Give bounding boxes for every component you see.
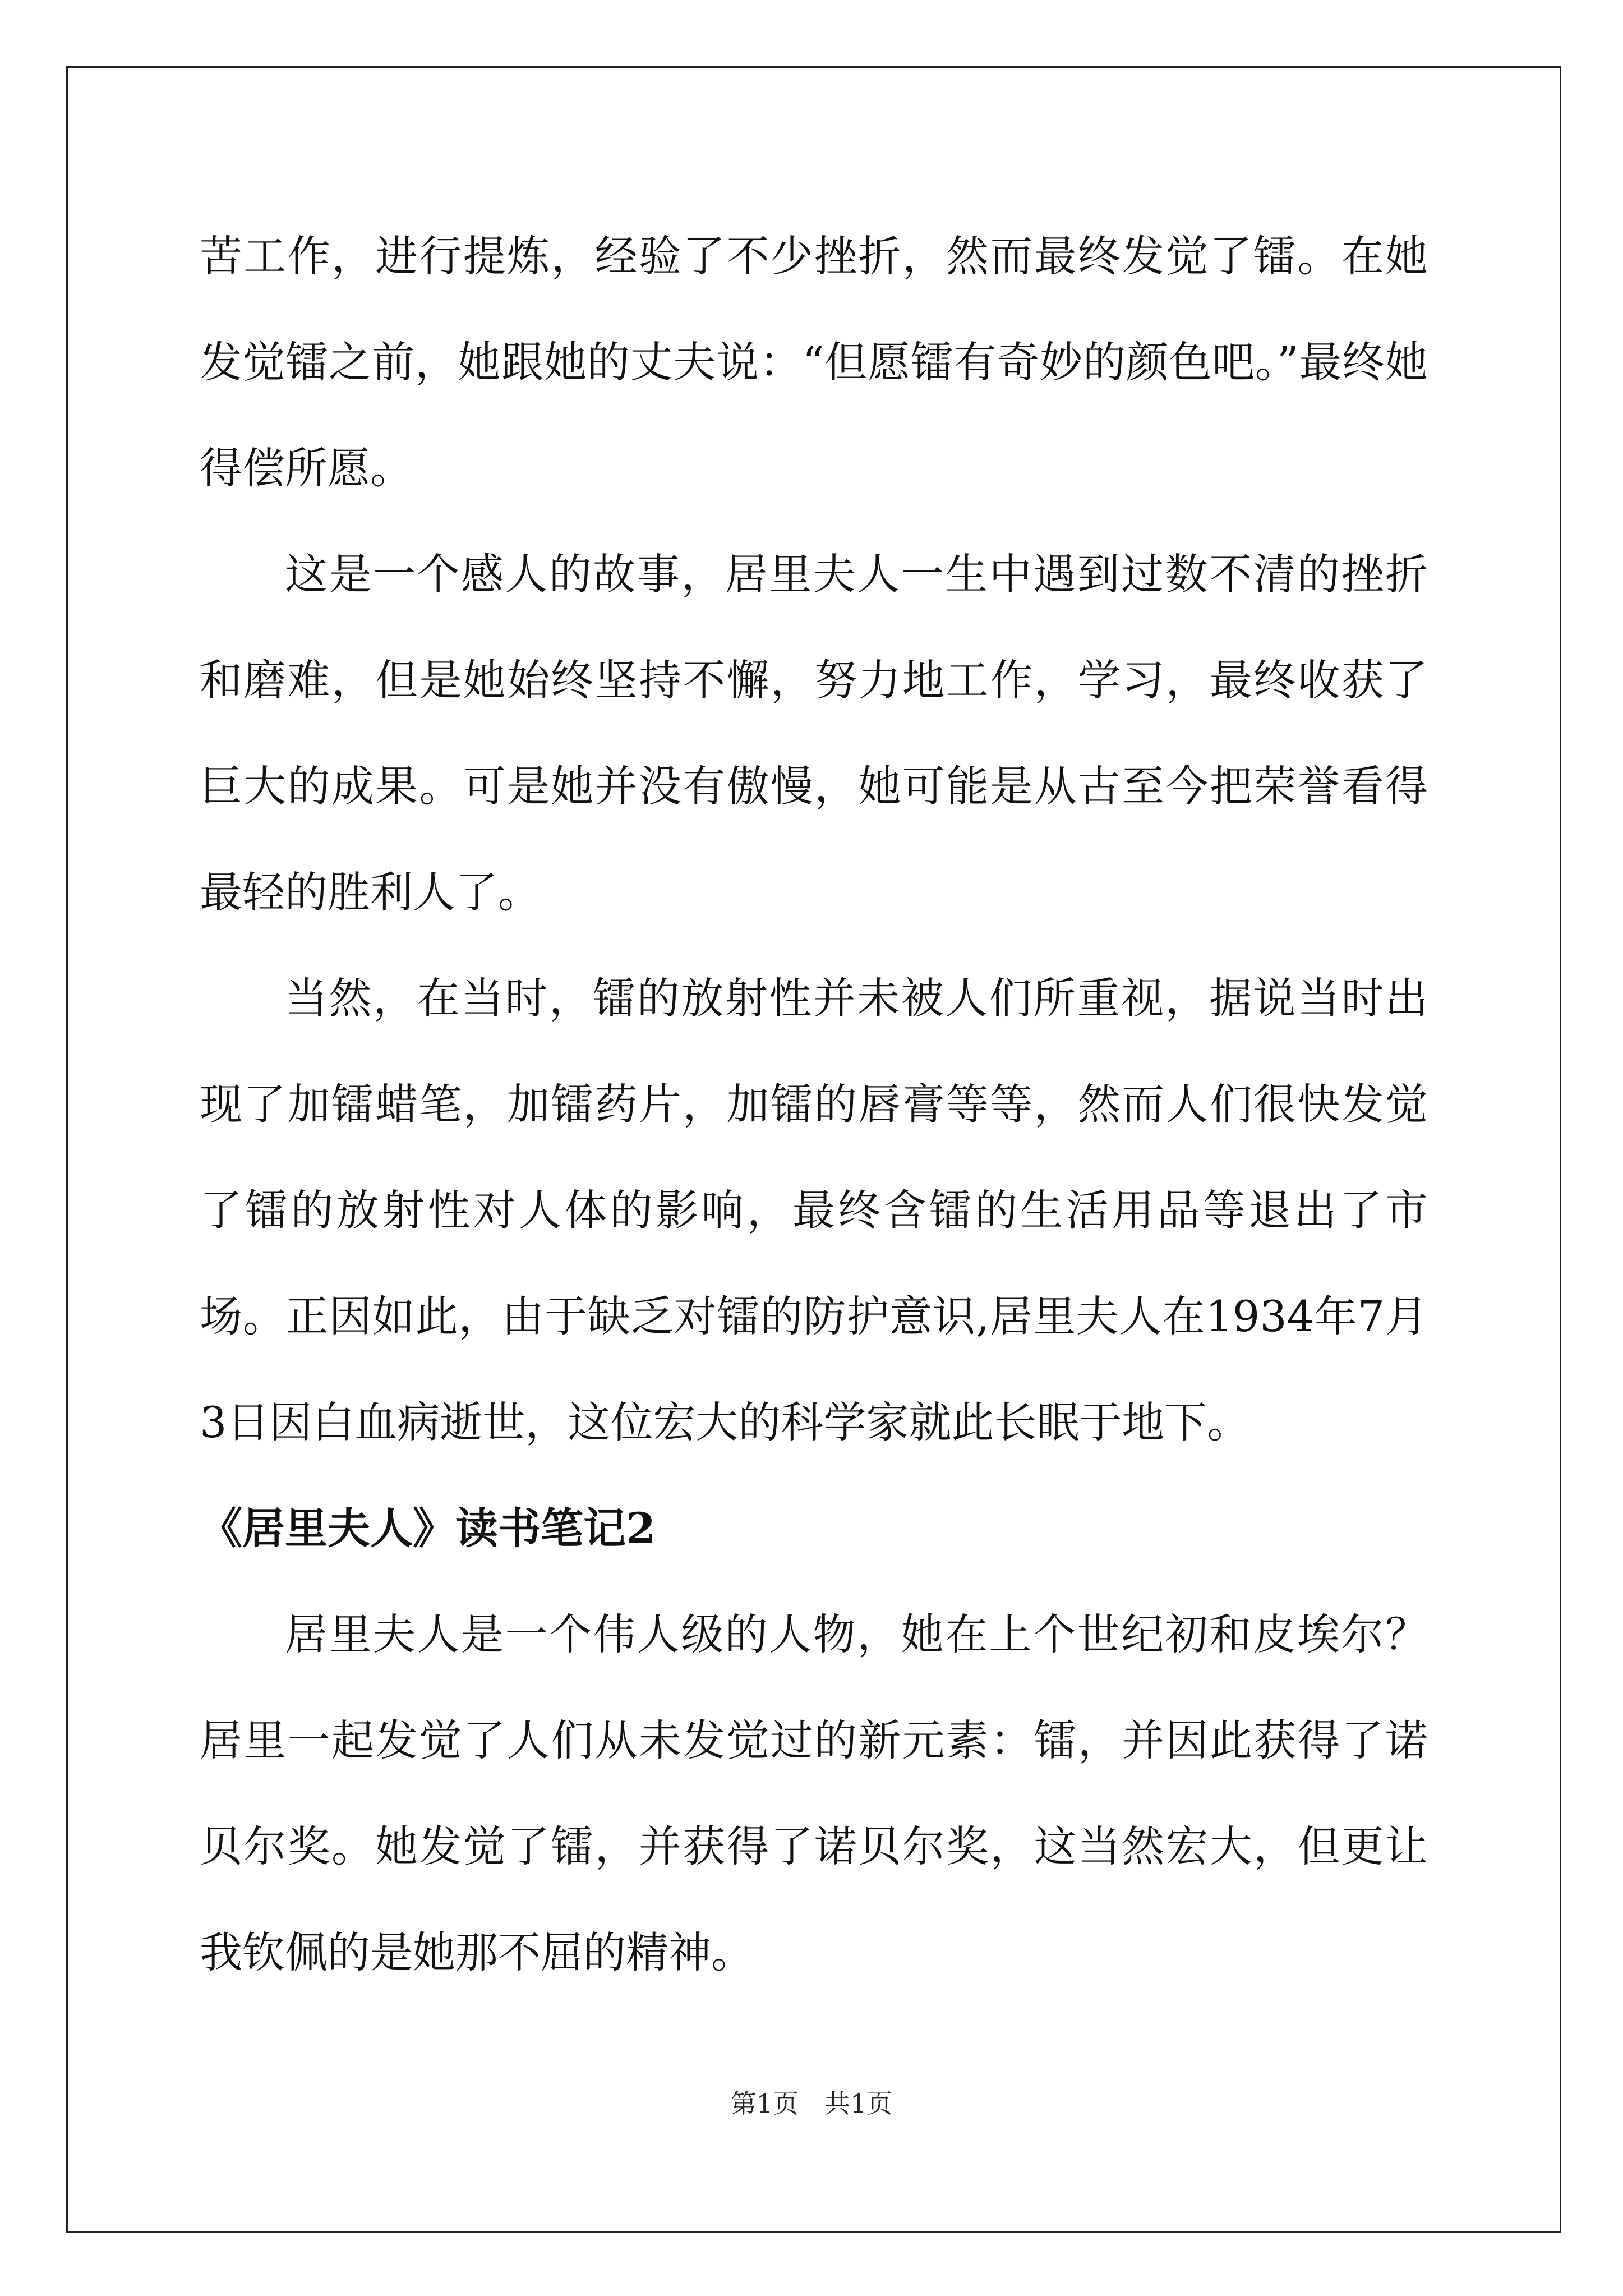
paragraph-section-intro: 居里夫人是一个伟人级的人物，她在上个世纪初和皮埃尔？居里一起发觉了人们从未发觉过的新元素：镭，并因此获得了诺贝尔奖。她发觉了镭，并获得了诺贝尔奖，这当然宏大，但更让我钦佩的是她那不屈的精神。: [200, 1609, 1428, 1977]
section-heading: 《居里夫人》读书笔记2: [200, 1503, 656, 1553]
paragraph-radioactivity: 当然，在当时，镭的放射性并未被人们所重视，据说当时出现了加镭蜡笔，加镭药片，加镭的唇膏等等，然而人们很快发觉了镭的放射性对人体的影响，最终含镭的生活用品等退出了市场。正因如此，由于缺乏对镭的防护意识,居里夫人在1934年7月3日因白血病逝世，这位宏大的科学家就此长眠于地下。: [200, 973, 1428, 1447]
paragraph-story: 这是一个感人的故事，居里夫人一生中遇到过数不清的挫折和磨难，但是她始终坚持不懈，努力地工作，学习，最终收获了巨大的成果。可是她并没有傲慢，她可能是从古至今把荣誉看得最轻的胜利人了。: [200, 549, 1428, 917]
page-footer: 第1页 共1页: [730, 2088, 893, 2119]
paragraph-continuation: 苦工作，进行提炼，经验了不少挫折，然而最终发觉了镭。在她发觉镭之前，她跟她的丈夫说：“但愿镭有奇妙的颜色吧。”最终她得偿所愿。: [200, 231, 1428, 493]
document-body: [200, 203, 1428, 2005]
